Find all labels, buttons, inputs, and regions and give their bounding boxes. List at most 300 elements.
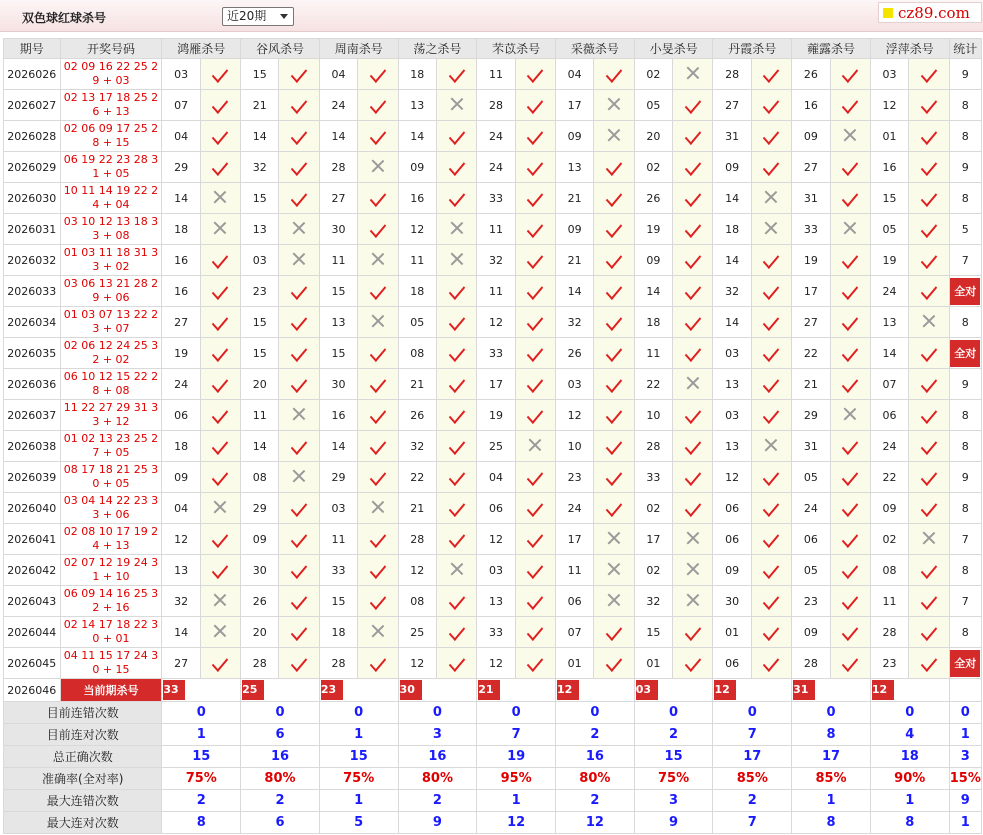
cross-icon bbox=[686, 562, 700, 576]
table-row bbox=[4, 245, 982, 276]
cross-icon bbox=[292, 221, 306, 235]
draw-numbers-cell: 06 10 12 15 22 28 + 08 bbox=[60, 369, 162, 400]
kill-number-cell: 19 bbox=[634, 214, 672, 245]
cross-icon bbox=[607, 562, 621, 576]
result-cell bbox=[673, 493, 713, 524]
kill-number-cell: 27 bbox=[162, 307, 200, 338]
stat-value: 80% bbox=[398, 768, 477, 790]
issue-cell: 2026037 bbox=[4, 400, 61, 431]
current-kill-cell bbox=[241, 679, 320, 702]
check-icon bbox=[685, 126, 701, 145]
result-cell bbox=[436, 214, 476, 245]
check-icon bbox=[685, 188, 701, 207]
kill-number-cell: 28 bbox=[241, 648, 279, 679]
result-cell bbox=[200, 183, 240, 214]
kill-number-cell: 26 bbox=[241, 586, 279, 617]
check-icon bbox=[448, 374, 464, 393]
result-cell bbox=[594, 400, 634, 431]
stat-value: 2 bbox=[556, 724, 635, 746]
result-cell bbox=[515, 90, 555, 121]
result-cell bbox=[830, 152, 870, 183]
kill-number-cell: 05 bbox=[792, 555, 830, 586]
result-cell bbox=[751, 214, 791, 245]
result-cell bbox=[594, 338, 634, 369]
result-cell bbox=[200, 90, 240, 121]
current-kill-number: 23 bbox=[321, 680, 343, 700]
kill-number-cell: 02 bbox=[634, 152, 672, 183]
cross-icon bbox=[764, 190, 778, 204]
stat-value: 1 bbox=[870, 790, 949, 812]
cross-icon bbox=[607, 97, 621, 111]
result-cell bbox=[830, 59, 870, 90]
kill-number-cell: 16 bbox=[319, 400, 357, 431]
stat-row bbox=[4, 790, 982, 812]
check-icon bbox=[763, 467, 779, 486]
result-cell bbox=[358, 524, 398, 555]
current-kill-cell bbox=[713, 679, 792, 702]
kill-number-cell: 33 bbox=[477, 183, 515, 214]
check-icon bbox=[842, 188, 858, 207]
result-cell bbox=[830, 90, 870, 121]
column-header: 小旻杀号 bbox=[634, 39, 713, 59]
kill-number-cell: 14 bbox=[556, 276, 594, 307]
kill-number-cell: 27 bbox=[162, 648, 200, 679]
draw-numbers-cell: 01 03 11 18 31 33 + 02 bbox=[60, 245, 162, 276]
issue-cell: 2026026 bbox=[4, 59, 61, 90]
issue-cell: 2026040 bbox=[4, 493, 61, 524]
current-kill-cell bbox=[792, 679, 871, 702]
result-cell bbox=[830, 245, 870, 276]
check-icon bbox=[291, 157, 307, 176]
stat-value: 85% bbox=[713, 768, 792, 790]
check-icon bbox=[685, 219, 701, 238]
current-kill-row bbox=[4, 679, 982, 702]
kill-number-cell: 28 bbox=[792, 648, 830, 679]
result-cell bbox=[200, 338, 240, 369]
kill-number-cell: 25 bbox=[477, 431, 515, 462]
kill-number-cell: 12 bbox=[398, 214, 436, 245]
stat-value: 75% bbox=[162, 768, 241, 790]
kill-number-cell: 14 bbox=[713, 245, 751, 276]
current-kill-number: 30 bbox=[400, 680, 422, 700]
check-icon bbox=[527, 343, 543, 362]
chevron-down-icon bbox=[280, 14, 288, 19]
kill-number-cell: 18 bbox=[319, 617, 357, 648]
check-icon bbox=[606, 312, 622, 331]
issue-cell: 2026030 bbox=[4, 183, 61, 214]
check-icon bbox=[606, 343, 622, 362]
stat-cell: 7 bbox=[949, 245, 981, 276]
result-cell bbox=[279, 214, 319, 245]
stat-value: 15% bbox=[949, 768, 981, 790]
kill-number-cell: 28 bbox=[634, 431, 672, 462]
column-header: 浮萍杀号 bbox=[870, 39, 949, 59]
draw-numbers-cell: 02 14 17 18 22 30 + 01 bbox=[60, 617, 162, 648]
kill-number-cell: 32 bbox=[713, 276, 751, 307]
kill-number-cell: 26 bbox=[634, 183, 672, 214]
stat-value: 16 bbox=[241, 746, 320, 768]
check-icon bbox=[685, 436, 701, 455]
result-cell bbox=[909, 338, 949, 369]
check-icon bbox=[291, 95, 307, 114]
cross-icon bbox=[213, 624, 227, 638]
result-cell bbox=[436, 90, 476, 121]
check-icon bbox=[370, 591, 386, 610]
draw-numbers-cell: 02 13 17 18 25 26 + 13 bbox=[60, 90, 162, 121]
result-cell bbox=[358, 245, 398, 276]
kill-number-cell: 19 bbox=[477, 400, 515, 431]
check-icon bbox=[370, 219, 386, 238]
kill-number-cell: 08 bbox=[241, 462, 279, 493]
kill-number-cell: 32 bbox=[162, 586, 200, 617]
result-cell bbox=[358, 121, 398, 152]
draw-numbers-cell: 02 08 10 17 19 24 + 13 bbox=[60, 524, 162, 555]
kill-number-cell: 17 bbox=[634, 524, 672, 555]
check-icon bbox=[606, 281, 622, 300]
kill-number-cell: 07 bbox=[162, 90, 200, 121]
result-cell bbox=[200, 555, 240, 586]
check-icon bbox=[212, 467, 228, 486]
result-cell bbox=[909, 431, 949, 462]
cross-icon bbox=[213, 500, 227, 514]
stat-value: 0 bbox=[870, 702, 949, 724]
kill-number-cell: 26 bbox=[792, 59, 830, 90]
cross-icon bbox=[371, 252, 385, 266]
kill-number-cell: 32 bbox=[556, 307, 594, 338]
result-cell bbox=[279, 152, 319, 183]
kill-number-cell: 10 bbox=[634, 400, 672, 431]
check-icon bbox=[527, 281, 543, 300]
check-icon bbox=[448, 405, 464, 424]
stat-cell: 8 bbox=[949, 121, 981, 152]
kill-number-cell: 12 bbox=[398, 648, 436, 679]
result-cell bbox=[830, 617, 870, 648]
issue-cell: 2026044 bbox=[4, 617, 61, 648]
result-cell bbox=[594, 493, 634, 524]
kill-number-cell: 27 bbox=[792, 152, 830, 183]
draw-numbers-cell: 06 19 22 23 28 31 + 05 bbox=[60, 152, 162, 183]
kill-number-cell: 20 bbox=[634, 121, 672, 152]
result-cell bbox=[830, 524, 870, 555]
kill-number-cell: 05 bbox=[398, 307, 436, 338]
kill-number-cell: 05 bbox=[792, 462, 830, 493]
cross-icon bbox=[292, 407, 306, 421]
issue-cell: 2026036 bbox=[4, 369, 61, 400]
result-cell bbox=[594, 90, 634, 121]
check-icon bbox=[212, 250, 228, 269]
result-cell bbox=[909, 524, 949, 555]
stat-value: 75% bbox=[634, 768, 713, 790]
kill-number-cell: 17 bbox=[556, 524, 594, 555]
stat-cell: 7 bbox=[949, 524, 981, 555]
kill-number-cell: 23 bbox=[792, 586, 830, 617]
check-icon bbox=[842, 436, 858, 455]
check-icon bbox=[370, 405, 386, 424]
table-row bbox=[4, 338, 982, 369]
check-icon bbox=[370, 343, 386, 362]
result-cell bbox=[830, 648, 870, 679]
kill-number-cell: 12 bbox=[477, 524, 515, 555]
table-row bbox=[4, 59, 982, 90]
draw-numbers-cell: 02 09 16 22 25 29 + 03 bbox=[60, 59, 162, 90]
result-cell bbox=[200, 648, 240, 679]
result-cell bbox=[909, 400, 949, 431]
column-header: 采薇杀号 bbox=[556, 39, 635, 59]
result-cell bbox=[830, 276, 870, 307]
kill-number-cell: 04 bbox=[477, 462, 515, 493]
kill-number-cell: 08 bbox=[398, 586, 436, 617]
check-icon bbox=[685, 281, 701, 300]
cross-icon bbox=[528, 438, 542, 452]
kill-number-cell: 21 bbox=[792, 369, 830, 400]
cross-icon bbox=[607, 531, 621, 545]
kill-number-cell: 12 bbox=[870, 90, 908, 121]
result-cell bbox=[279, 493, 319, 524]
result-cell bbox=[594, 183, 634, 214]
result-cell bbox=[909, 276, 949, 307]
column-header: 谷风杀号 bbox=[241, 39, 320, 59]
result-cell bbox=[594, 648, 634, 679]
kill-number-cell: 31 bbox=[713, 121, 751, 152]
check-icon bbox=[370, 126, 386, 145]
result-cell bbox=[909, 555, 949, 586]
kill-number-cell: 04 bbox=[162, 121, 200, 152]
kill-number-cell: 33 bbox=[477, 338, 515, 369]
kill-number-cell: 02 bbox=[634, 493, 672, 524]
stat-value: 15 bbox=[162, 746, 241, 768]
check-icon bbox=[291, 498, 307, 517]
check-icon bbox=[291, 312, 307, 331]
kill-number-cell: 13 bbox=[477, 586, 515, 617]
kill-number-cell: 14 bbox=[634, 276, 672, 307]
kill-number-cell: 06 bbox=[477, 493, 515, 524]
check-icon bbox=[448, 436, 464, 455]
cross-icon bbox=[686, 531, 700, 545]
check-icon bbox=[606, 498, 622, 517]
check-icon bbox=[527, 95, 543, 114]
check-icon bbox=[842, 250, 858, 269]
table-header bbox=[4, 39, 982, 59]
result-cell bbox=[594, 462, 634, 493]
result-cell bbox=[279, 431, 319, 462]
stat-cell: 8 bbox=[949, 493, 981, 524]
result-cell bbox=[830, 400, 870, 431]
check-icon bbox=[527, 374, 543, 393]
check-icon bbox=[212, 343, 228, 362]
issue-cell: 2026028 bbox=[4, 121, 61, 152]
draw-numbers-cell: 03 04 14 22 23 33 + 06 bbox=[60, 493, 162, 524]
check-icon bbox=[527, 560, 543, 579]
page-title: 双色球红球杀号 bbox=[22, 11, 107, 25]
result-cell bbox=[751, 400, 791, 431]
kill-number-cell: 19 bbox=[792, 245, 830, 276]
result-cell bbox=[751, 183, 791, 214]
kill-number-cell: 06 bbox=[162, 400, 200, 431]
result-cell bbox=[673, 245, 713, 276]
kill-number-cell: 18 bbox=[162, 214, 200, 245]
table-row bbox=[4, 524, 982, 555]
draw-numbers-cell: 04 11 15 17 24 30 + 15 bbox=[60, 648, 162, 679]
logo-text: cz89.com bbox=[898, 4, 970, 22]
check-icon bbox=[763, 591, 779, 610]
kill-number-cell: 09 bbox=[713, 555, 751, 586]
result-cell bbox=[279, 462, 319, 493]
result-cell bbox=[830, 555, 870, 586]
stat-value: 0 bbox=[241, 702, 320, 724]
draw-numbers-cell: 11 22 27 29 31 33 + 12 bbox=[60, 400, 162, 431]
result-cell bbox=[200, 493, 240, 524]
check-icon bbox=[606, 467, 622, 486]
result-cell bbox=[830, 183, 870, 214]
kill-number-cell: 20 bbox=[241, 617, 279, 648]
check-icon bbox=[842, 560, 858, 579]
table-row bbox=[4, 183, 982, 214]
column-header: 开奖号码 bbox=[60, 39, 162, 59]
kill-number-cell: 15 bbox=[319, 276, 357, 307]
check-icon bbox=[606, 436, 622, 455]
current-kill-number: 12 bbox=[557, 680, 579, 700]
top-bar bbox=[0, 0, 983, 32]
stat-cell bbox=[949, 276, 981, 307]
kill-number-cell: 15 bbox=[241, 183, 279, 214]
kill-number-cell: 06 bbox=[870, 400, 908, 431]
result-cell bbox=[200, 617, 240, 648]
kill-number-cell: 30 bbox=[319, 369, 357, 400]
result-cell bbox=[594, 214, 634, 245]
period-select[interactable] bbox=[222, 7, 294, 26]
cross-icon bbox=[450, 252, 464, 266]
check-icon bbox=[842, 529, 858, 548]
check-icon bbox=[921, 498, 937, 517]
result-cell bbox=[673, 59, 713, 90]
cross-icon bbox=[371, 500, 385, 514]
table-row bbox=[4, 586, 982, 617]
kill-number-cell: 27 bbox=[792, 307, 830, 338]
result-cell bbox=[200, 462, 240, 493]
stat-value: 7 bbox=[713, 812, 792, 834]
kill-number-cell: 19 bbox=[162, 338, 200, 369]
check-icon bbox=[842, 374, 858, 393]
result-cell bbox=[909, 152, 949, 183]
check-icon bbox=[291, 622, 307, 641]
current-kill-cell bbox=[870, 679, 949, 702]
result-cell bbox=[594, 369, 634, 400]
check-icon bbox=[842, 95, 858, 114]
kill-number-cell: 31 bbox=[792, 183, 830, 214]
result-cell bbox=[358, 648, 398, 679]
kill-number-cell: 27 bbox=[319, 183, 357, 214]
cross-icon bbox=[764, 221, 778, 235]
cross-icon bbox=[843, 221, 857, 235]
result-cell bbox=[830, 214, 870, 245]
cross-icon bbox=[607, 128, 621, 142]
cross-icon bbox=[843, 128, 857, 142]
check-icon bbox=[527, 591, 543, 610]
kill-number-cell: 28 bbox=[319, 648, 357, 679]
issue-cell: 2026038 bbox=[4, 431, 61, 462]
draw-numbers-cell: 03 06 13 21 28 29 + 06 bbox=[60, 276, 162, 307]
kill-number-cell: 16 bbox=[162, 276, 200, 307]
check-icon bbox=[921, 622, 937, 641]
kill-number-cell: 06 bbox=[713, 648, 751, 679]
kill-number-cell: 14 bbox=[319, 431, 357, 462]
kill-number-cell: 20 bbox=[241, 369, 279, 400]
kill-number-cell: 13 bbox=[870, 307, 908, 338]
check-icon bbox=[685, 622, 701, 641]
result-cell bbox=[830, 462, 870, 493]
result-cell bbox=[594, 245, 634, 276]
draw-numbers-cell: 03 10 12 13 18 33 + 08 bbox=[60, 214, 162, 245]
stat-cell: 8 bbox=[949, 555, 981, 586]
stat-value: 0 bbox=[398, 702, 477, 724]
site-logo[interactable] bbox=[878, 2, 982, 23]
result-cell bbox=[279, 245, 319, 276]
check-icon bbox=[291, 64, 307, 83]
table-row bbox=[4, 648, 982, 679]
kill-number-cell: 15 bbox=[634, 617, 672, 648]
current-kill-cell bbox=[556, 679, 635, 702]
kill-number-cell: 32 bbox=[398, 431, 436, 462]
stat-cell: 9 bbox=[949, 152, 981, 183]
result-cell bbox=[436, 617, 476, 648]
kill-number-cell: 27 bbox=[713, 90, 751, 121]
issue-cell: 2026031 bbox=[4, 214, 61, 245]
stat-row bbox=[4, 768, 982, 790]
stat-label: 最大连对次数 bbox=[4, 812, 162, 834]
result-cell bbox=[515, 524, 555, 555]
kill-number-cell: 03 bbox=[319, 493, 357, 524]
kill-number-cell: 14 bbox=[398, 121, 436, 152]
issue-cell: 2026043 bbox=[4, 586, 61, 617]
kill-number-cell: 21 bbox=[556, 245, 594, 276]
kill-number-cell: 21 bbox=[556, 183, 594, 214]
kill-number-cell: 29 bbox=[319, 462, 357, 493]
current-kill-number: 03 bbox=[636, 680, 658, 700]
result-cell bbox=[751, 524, 791, 555]
kill-number-cell: 07 bbox=[556, 617, 594, 648]
check-icon bbox=[606, 250, 622, 269]
cross-icon bbox=[922, 531, 936, 545]
stat-value: 16 bbox=[398, 746, 477, 768]
check-icon bbox=[921, 436, 937, 455]
check-icon bbox=[291, 591, 307, 610]
kill-number-cell: 26 bbox=[556, 338, 594, 369]
result-cell bbox=[673, 400, 713, 431]
check-icon bbox=[921, 157, 937, 176]
check-icon bbox=[527, 64, 543, 83]
result-cell bbox=[673, 617, 713, 648]
result-cell bbox=[358, 462, 398, 493]
result-cell bbox=[594, 121, 634, 152]
check-icon bbox=[763, 529, 779, 548]
draw-numbers-cell: 02 07 12 19 24 31 + 10 bbox=[60, 555, 162, 586]
kill-number-cell: 28 bbox=[398, 524, 436, 555]
stat-value: 7 bbox=[713, 724, 792, 746]
result-cell bbox=[751, 152, 791, 183]
kill-number-cell: 22 bbox=[634, 369, 672, 400]
stat-value: 6 bbox=[241, 724, 320, 746]
stat-value: 90% bbox=[870, 768, 949, 790]
check-icon bbox=[291, 343, 307, 362]
check-icon bbox=[291, 188, 307, 207]
result-cell bbox=[673, 214, 713, 245]
check-icon bbox=[212, 560, 228, 579]
check-icon bbox=[763, 64, 779, 83]
cross-icon bbox=[607, 593, 621, 607]
result-cell bbox=[594, 617, 634, 648]
kill-number-cell: 08 bbox=[870, 555, 908, 586]
check-icon bbox=[763, 95, 779, 114]
